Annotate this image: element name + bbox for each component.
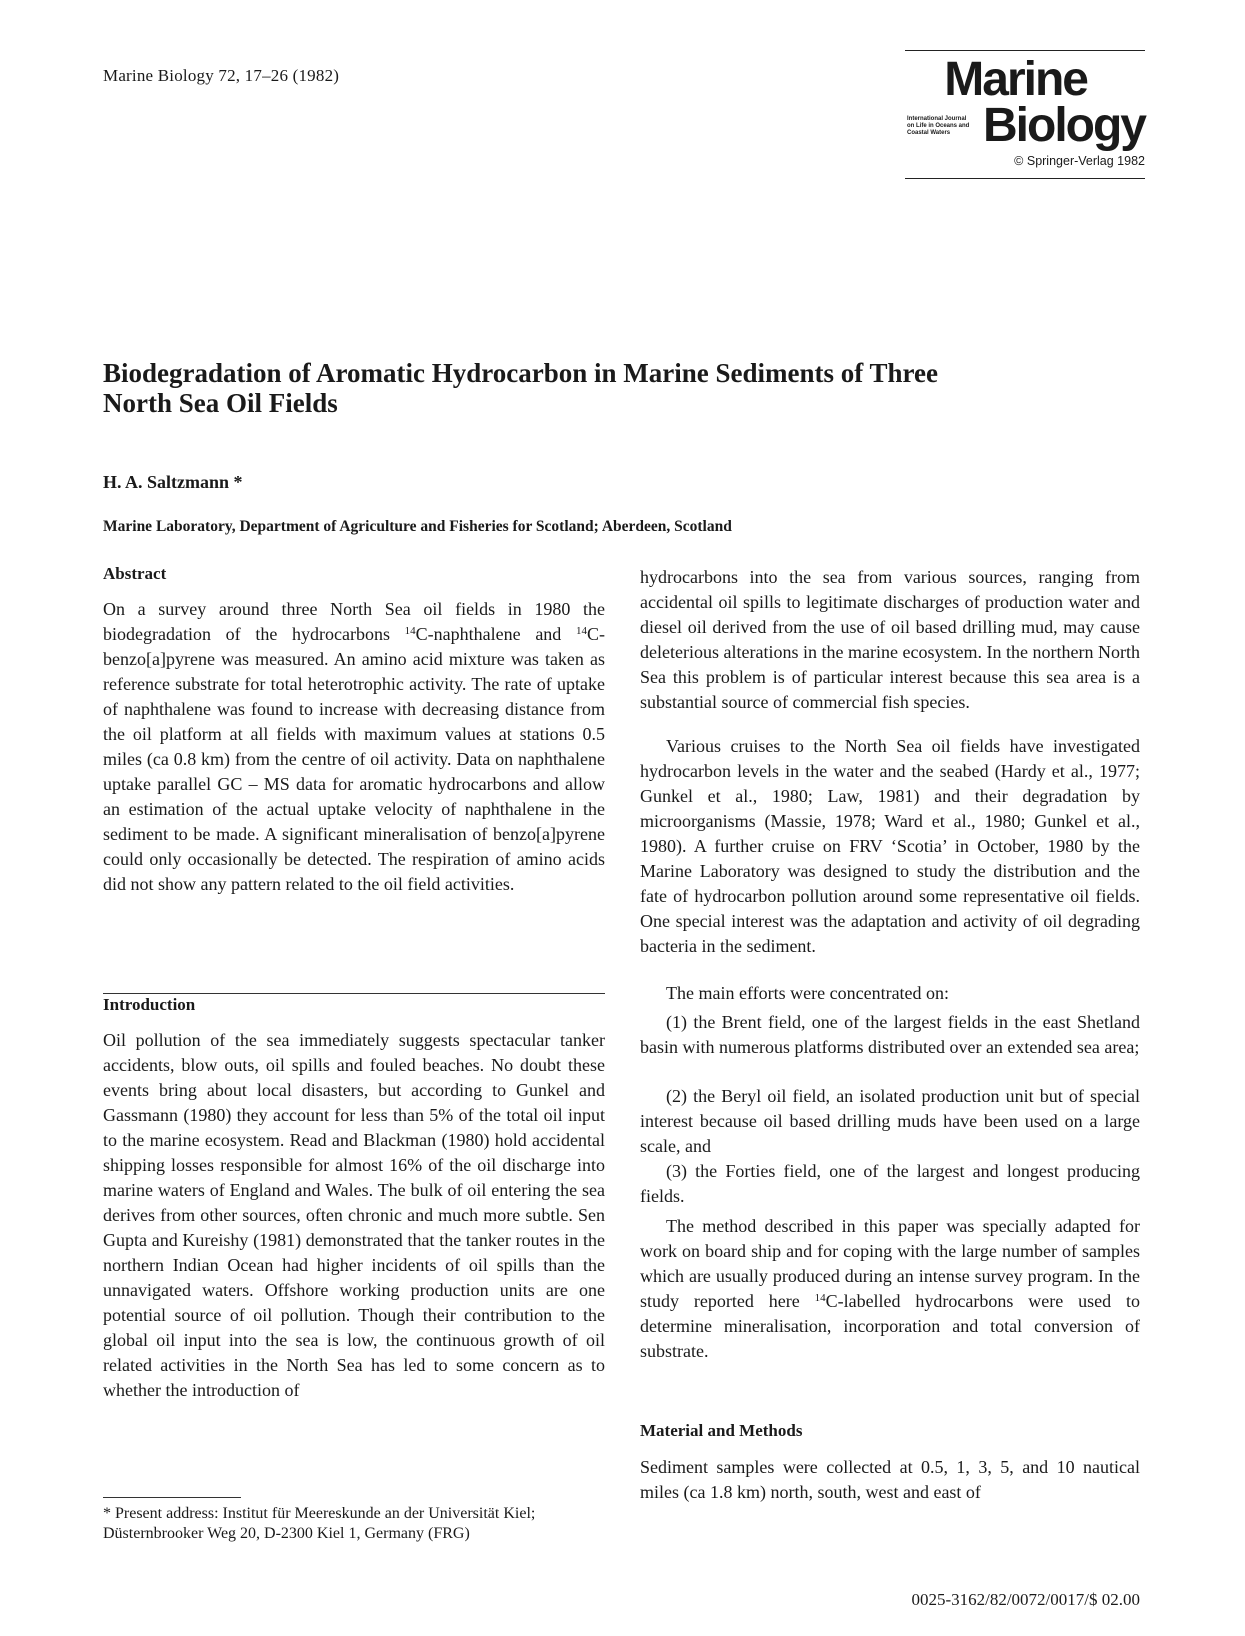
article-code: 0025-3162/82/0072/0017/$ 02.00 — [911, 1590, 1140, 1609]
logo-word-marine: Marine — [944, 53, 1087, 106]
introduction-paragraph-2: hydrocarbons into the sea from various sources, ranging from accidental oil spills to legitimate discharges of production water and diesel oil derived from the use of oil based drilling mud, may cause deleterious alterations in the marine ecosystem. In the northern North Sea this problem is of particular interest because this sea area is a substantial source of commercial fish species. — [640, 567, 1140, 712]
abstract-text: On a survey around three North Sea oil fields in 1980 the biodegradation of the hydrocarbons $^{14}$C-naphthalene and $^{14}$C-benzo[a]pyrene was measured. An amino acid mixture was taken as reference substrate for total heterotrophic activity. The rate of uptake of naphthalene was found to increase with decreasing distance from the oil platform at all fields with maximum values at stations 0.5 miles (ca 0.8 km) from the centre of oil activity. Data on naphthalene uptake parallel GC – MS data for aromatic hydrocarbons and allow an estimation of the actual uptake velocity of naphthalene in the sediment to be made. A significant mineralisation of benzo[a]pyrene could only occasionally be detected. The respiration of amino acids did not show any pattern related to the oil field activities. — [103, 599, 605, 894]
logo-word-biology: Biology — [983, 99, 1145, 152]
footnote: * Present address: Institut für Meereskunde an der Universität Kiel; Düsternbrooker Weg 20, D-2300 Kiel 1, Germany (FRG) — [103, 1505, 536, 1542]
methods-heading: Material and Methods — [640, 1421, 803, 1440]
logo-top-rule — [905, 50, 1145, 51]
introduction-list-item-2: (2) the Beryl oil field, an isolated production unit but of special interest because oil based drilling muds have been used on a large scale, and — [640, 1086, 1140, 1156]
publisher-copyright: © Springer-Verlag 1982 — [1014, 154, 1145, 168]
introduction-list-item-1: (1) the Brent field, one of the largest fields in the east Shetland basin with numerous platforms distributed over an extended sea area; — [640, 1012, 1140, 1057]
journal-citation: Marine Biology 72, 17–26 (1982) — [103, 66, 340, 85]
introduction-paragraph-5: The method described in this paper was specially adapted for work on board ship and for coping with the large number of samples which are usually produced during an intense survey program. In the study reported here $^{14}$C-labelled hydrocarbons were used to determine mineralisation, incorporation and total conversion of substrate. — [640, 1216, 1140, 1361]
footnote-divider — [103, 1497, 241, 1498]
logo-tagline: International Journal on Life in Oceans and Coastal Waters — [907, 116, 970, 136]
article-author: H. A. Saltzmann * — [103, 472, 243, 492]
journal-logo — [905, 50, 1145, 182]
introduction-heading: Introduction — [103, 995, 196, 1014]
article-title: Biodegradation of Aromatic Hydrocarbon in Marine Sediments of Three North Sea Oil Fields — [103, 358, 938, 418]
logo-bottom-rule — [905, 178, 1145, 179]
introduction-list-item-3: (3) the Forties field, one of the largest and longest producing fields. — [640, 1161, 1140, 1206]
introduction-paragraph-1: Oil pollution of the sea immediately suggests spectacular tanker accidents, blow outs, oil spills and fouled beaches. No doubt these events bring about local disasters, but according to Gunkel and Gassmann (1980) they account for less than 5% of the total oil input to the marine ecosystem. Read and Blackman (1980) hold accidental shipping losses responsible for almost 16% of the oil discharge into marine waters of England and Wales. The bulk of oil entering the sea derives from other sources, often chronic and much more subtle. Sen Gupta and Kureishy (1981) demonstrated that the tanker routes in the northern Indian Ocean had higher incidents of oil spills than the unnavigated waters. Offshore working production units are one potential source of oil pollution. Though their contribution to the global oil input into the sea is low, the continuous growth of oil related activities in the North Sea has led to some concern as to whether the introduction of — [103, 1030, 605, 1400]
abstract-divider — [103, 993, 605, 994]
methods-paragraph-1: Sediment samples were collected at 0.5, 1, 3, 5, and 10 nautical miles (ca 1.8 km) north, south, west and east of — [640, 1457, 1140, 1502]
abstract-heading: Abstract — [103, 564, 167, 583]
introduction-paragraph-4: The main efforts were concentrated on: — [666, 983, 950, 1003]
introduction-paragraph-3: Various cruises to the North Sea oil fields have investigated hydrocarbon levels in the water and the seabed (Hardy et al., 1977; Gunkel et al., 1980; Law, 1981) and their degradation by microorganisms (Massie, 1978; Ward et al., 1980; Gunkel et al., 1980). A further cruise on FRV ‘Scotia’ in October, 1980 by the Marine Laboratory was designed to study the distribution and the fate of hydrocarbon pollution around some representative oil fields. One special interest was the adaptation and activity of oil degrading bacteria in the sediment. — [640, 736, 1140, 956]
author-affiliation: Marine Laboratory, Department of Agriculture and Fisheries for Scotland; Aberdeen, Scotland — [103, 518, 732, 535]
